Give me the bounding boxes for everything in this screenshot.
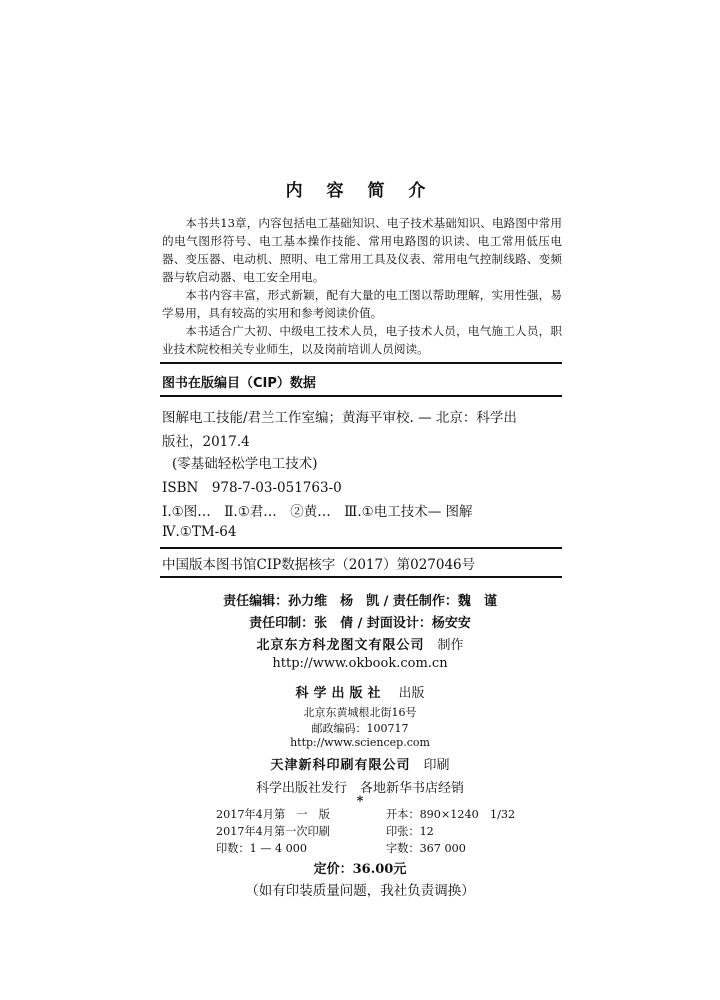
word-count-info: 字数：367 000 <box>386 842 466 855</box>
intro-body <box>162 214 562 358</box>
divider <box>160 576 562 578</box>
intro-title: 内 容 简 介 <box>285 181 435 201</box>
publisher-line <box>0 682 720 701</box>
cip-series: (零基础轻松学电工技术) <box>172 456 318 472</box>
intro-paragraph: 本书适合广大初、中级电工技术人员，电子技术人员，电气施工人员，职业技术院校相关专业师生，以及岗前培训人员阅读。 <box>162 324 562 356</box>
intro-paragraph: 本书共13章，内容包括电工基础知识、电子技术基础知识、电路图中常用的电气图形符号、电工基本操作技能、常用电路图的识读、电工常用低压电器、变压器、电动机、照明、电工常用工具及仪表、常用电气控制线路、变频器与软启动器、电工安全用电。 <box>162 216 562 284</box>
print-run-info: 印数：1 — 4 000 <box>216 842 308 855</box>
producer-suffix: 制作 <box>437 638 464 653</box>
publisher-url: http://www.sciencep.com <box>290 736 430 749</box>
cip-line: 版社，2017.4 <box>162 434 250 450</box>
cip-line: 图解电工技能/君兰工作室编；黄海平审校. — 北京：科学出 <box>162 410 517 426</box>
divider <box>160 362 562 364</box>
sheets-info: 印张：12 <box>386 825 434 838</box>
cip-classification: Ⅳ.①TM-64 <box>162 524 237 540</box>
format-info: 开本：890×1240 1/32 <box>386 808 516 821</box>
cip-isbn: ISBN 978-7-03-051763-0 <box>162 480 342 496</box>
cip-library-number: 中国版本图书馆CIP数据核字（2017）第027046号 <box>162 557 476 573</box>
publisher-suffix: 出版 <box>398 686 425 701</box>
printer-suffix: 印刷 <box>423 758 450 773</box>
producer-url: http://www.okbook.com.cn <box>272 656 448 671</box>
publisher-postcode: 邮政编码：100717 <box>311 722 409 735</box>
editor-credits: 责任编辑：孙力维 杨 凯 / 责任制作：魏 谨 <box>223 594 497 609</box>
publisher-name: 科学出版社 <box>295 686 386 701</box>
printer-name: 天津新科印刷有限公司 <box>270 758 411 773</box>
cip-classification: Ⅰ.①图… Ⅱ.①君… ②黄… Ⅲ.①电工技术— 图解 <box>162 504 473 520</box>
producer-line <box>0 634 720 653</box>
price: 定价：36.00元 <box>313 862 407 877</box>
publisher-address: 北京东黄城根北街16号 <box>303 706 417 719</box>
divider <box>160 395 562 397</box>
intro-paragraph: 本书内容丰富，形式新颖，配有大量的电工图以帮助理解，实用性强，易学易用，具有较高的实用和参考阅读价值。 <box>162 288 562 320</box>
producer-name: 北京东方科龙图文有限公司 <box>256 638 425 653</box>
printer-line <box>0 754 720 773</box>
print-credits: 责任印制：张 倩 / 封面设计：杨安安 <box>249 616 471 631</box>
quality-notice: （如有印装质量问题，我社负责调换） <box>245 883 475 899</box>
distribution-line: 科学出版社发行 各地新华书店经销 <box>255 781 464 796</box>
cip-heading: 图书在版编目（CIP）数据 <box>162 376 316 391</box>
divider <box>160 547 562 549</box>
printing-info: 2017年4月第一次印刷 <box>216 825 330 838</box>
separator-star: * <box>356 794 364 809</box>
edition-info: 2017年4月第 一 版 <box>216 808 330 821</box>
